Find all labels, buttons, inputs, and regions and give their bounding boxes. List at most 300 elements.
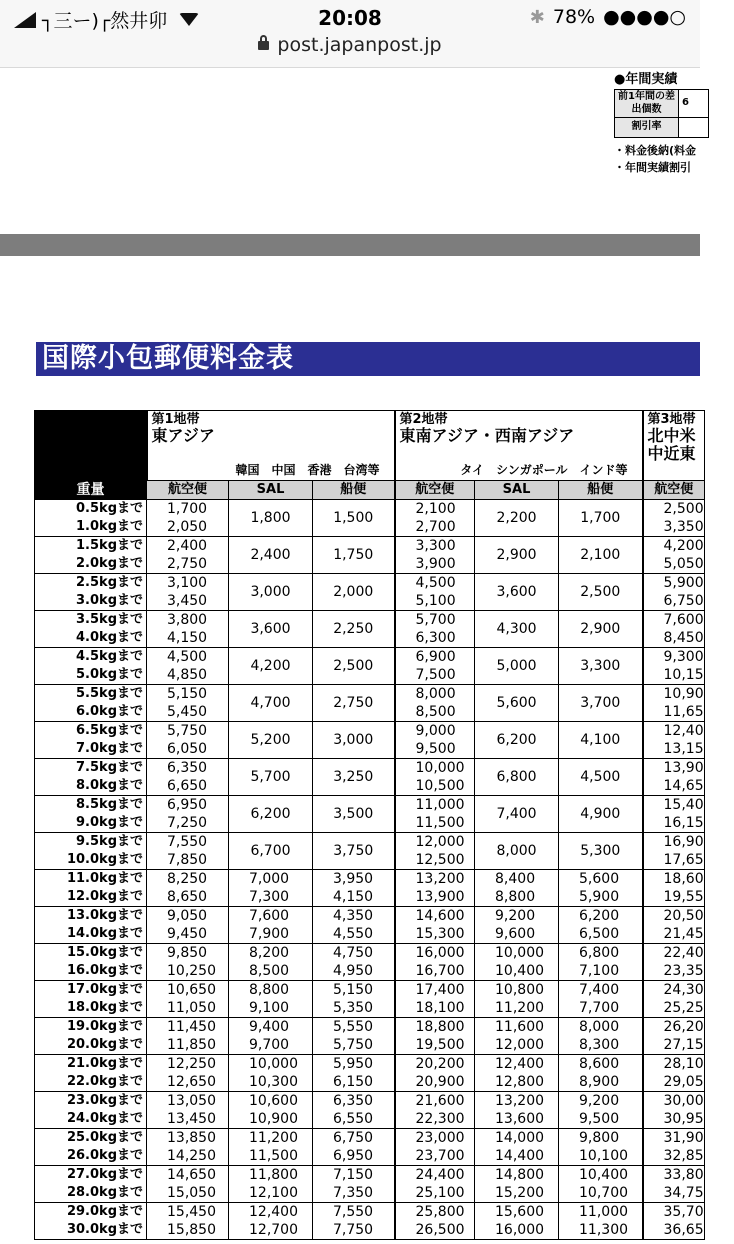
rate-value: 8,500 [249,963,290,979]
weight-label: 7.5kgまで [76,760,143,775]
annual-note: ・年間実績割引 [614,161,691,175]
rate-cell-z1sea [313,1166,395,1203]
rate-cell-z1sal [229,1129,313,1166]
rate-cell-z1sal [229,907,313,944]
rate-cell-z2sea [559,1129,643,1166]
table-row [35,796,705,833]
rate-value: 5,600 [496,695,537,711]
rate-value: 15,050 [167,1185,216,1201]
rate-cell-z2sea [559,1055,643,1092]
weight-label: 5.0kgまで [76,667,143,682]
rate-value: 2,900 [580,621,621,637]
rate-value: 9,600 [495,926,536,942]
rate-value: 4,150 [167,630,208,646]
rate-cell-z2air [395,796,475,833]
rate-cell-z1sea [313,907,395,944]
rate-value: 5,950 [333,1056,374,1072]
weight-label: 30.0kgまで [66,1222,143,1237]
annual-label-count: 前1年間の差出個数 [615,90,679,118]
rate-value: 5,900 [579,889,620,905]
weight-label: 4.0kgまで [76,630,143,645]
rate-value: 19,55 [663,889,704,905]
rate-value: 14,600 [415,908,465,924]
rate-cell-z3air [643,981,705,1018]
rate-value: 2,500 [580,584,621,600]
rate-value: 9,200 [495,908,536,924]
rate-cell-z2air [395,537,475,574]
rate-value: 6,950 [333,1148,374,1164]
rate-value: 6,500 [579,926,620,942]
rate-value: 2,400 [250,547,291,563]
rate-cell-z1sea [313,796,395,833]
rate-cell-z2sal [475,981,559,1018]
weight-label: 28.0kgまで [66,1185,143,1200]
rate-cell-z1air [147,870,229,907]
weight-label: 6.5kgまで [76,723,143,738]
rate-cell-z2sea [559,907,643,944]
weight-label: 5.5kgまで [76,686,143,701]
rate-value: 2,750 [333,695,374,711]
rate-value: 6,800 [579,945,620,961]
lock-icon [258,41,269,50]
weight-label: 29.0kgまで [66,1204,143,1219]
section-divider [0,234,700,256]
rate-cell-z2air [395,1166,475,1203]
rate-value: 5,750 [167,723,208,739]
rate-value: 7,250 [167,815,208,831]
rate-cell-z2sea [559,833,643,870]
rate-value: 7,500 [415,667,456,683]
rate-cell-z1sal [229,1203,313,1240]
rate-cell-z2sal [475,796,559,833]
rate-cell-z2air [395,907,475,944]
rate-value: 2,900 [496,547,537,563]
bluetooth-icon: ✱ [529,6,545,28]
rate-value: 4,550 [333,926,374,942]
rate-value: 5,700 [250,769,291,785]
rate-cell-z2sal [475,833,559,870]
weight-label: 8.0kgまで [76,778,143,793]
rate-cell-z1sea [313,981,395,1018]
weight-label: 7.0kgまで [76,741,143,756]
rate-value: 6,200 [496,732,537,748]
rate-value: 16,90 [663,834,704,850]
rate-cell-z2sea [559,722,643,759]
table-row [35,1166,705,1203]
rate-value: 7,850 [167,852,208,868]
rate-value: 13,15 [663,741,704,757]
weight-cell [35,944,147,981]
rate-cell-z2sal [475,1092,559,1129]
rate-cell-z2sea [559,796,643,833]
rate-cell-z1sal [229,1018,313,1055]
rate-value: 11,000 [415,797,465,813]
weight-label: 27.0kgまで [66,1167,143,1182]
rate-value: 20,200 [415,1056,465,1072]
rate-cell-z3air [643,648,705,685]
rate-cell-z3air [643,1092,705,1129]
weight-cell [35,1092,147,1129]
weight-cell [35,833,147,870]
rate-value: 4,500 [580,769,621,785]
rate-value: 3,600 [496,584,537,600]
rate-value: 14,65 [663,778,704,794]
rate-value: 8,800 [249,982,290,998]
rate-value: 4,750 [333,945,374,961]
rate-value: 1,500 [333,510,374,526]
rate-value: 12,400 [249,1204,298,1220]
rate-cell-z2sea [559,1166,643,1203]
rate-value: 35,70 [663,1204,704,1220]
status-bar [0,0,700,68]
rate-value: 9,450 [167,926,208,942]
weight-label: 4.5kgまで [76,649,143,664]
weight-label: 10.0kgまで [66,852,143,867]
rate-table-body [35,500,705,1240]
weight-label: 21.0kgまで [66,1056,143,1071]
rate-value: 10,500 [415,778,465,794]
rate-cell-z3air [643,944,705,981]
rate-cell-z2sal [475,537,559,574]
rate-cell-z2sal [475,870,559,907]
rate-value: 4,300 [496,621,537,637]
rate-value: 12,700 [249,1222,298,1238]
rate-value: 12,500 [415,852,465,868]
rate-value: 7,750 [333,1222,374,1238]
rate-cell-z1sal [229,685,313,722]
rate-value: 10,800 [495,982,545,998]
rate-cell-z1sal [229,1166,313,1203]
weight-cell [35,722,147,759]
rate-value: 32,85 [663,1148,704,1164]
rate-value: 15,40 [663,797,704,813]
rate-value: 7,300 [249,889,290,905]
rate-value: 14,800 [495,1167,545,1183]
weight-label: 13.0kgまで [66,908,143,923]
rate-cell-z2air [395,833,475,870]
rate-value: 29,05 [663,1074,704,1090]
table-row [35,648,705,685]
rate-cell-z1sal [229,944,313,981]
battery-percent: 78% [552,6,596,28]
rate-value: 8,900 [579,1074,620,1090]
rate-cell-z3air [643,1166,705,1203]
rate-value: 7,350 [333,1185,374,1201]
weight-cell [35,1166,147,1203]
rate-value: 25,800 [415,1204,465,1220]
rate-value: 15,300 [415,926,465,942]
rate-value: 7,400 [579,982,620,998]
rate-value: 10,650 [167,982,216,998]
rate-value: 15,600 [495,1204,545,1220]
rate-value: 11,050 [167,1000,216,1016]
rate-value: 13,900 [415,889,465,905]
rate-cell-z1air [147,1092,229,1129]
zone2-countries: タイ シンガポール インド等 [460,463,628,477]
rate-value: 5,050 [663,556,704,572]
rate-value: 9,500 [415,741,456,757]
rate-value: 11,450 [167,1019,216,1035]
weight-cell [35,907,147,944]
weight-label: 9.0kgまで [76,815,143,830]
rate-value: 8,250 [167,871,208,887]
weight-label: 12.0kgまで [66,889,143,904]
rate-value: 16,000 [495,1222,545,1238]
rate-value: 1,700 [167,501,208,517]
rate-value: 5,200 [250,732,291,748]
rate-cell-z3air [643,1018,705,1055]
rate-value: 5,750 [333,1037,374,1053]
rate-value: 3,600 [250,621,291,637]
rate-value: 10,900 [249,1111,298,1127]
rate-value: 3,100 [167,575,208,591]
rate-value: 6,650 [167,778,208,794]
rate-cell-z1sal [229,500,313,537]
rate-cell-z2sea [559,648,643,685]
rate-value: 27,15 [663,1037,704,1053]
rate-cell-z3air [643,722,705,759]
rate-value: 7,000 [249,871,290,887]
rate-value: 10,600 [249,1093,298,1109]
zone1-countries: 韓国 中国 香港 台湾等 [235,463,380,477]
zone1-name: 東アジア [151,426,215,445]
rate-value: 4,900 [580,806,621,822]
rate-value: 22,40 [663,945,704,961]
rate-value: 23,000 [415,1130,465,1146]
weight-label: 20.0kgまで [66,1037,143,1052]
rate-value: 15,850 [167,1222,216,1238]
rate-cell-z2air [395,759,475,796]
rate-value: 26,20 [663,1019,704,1035]
rate-value: 10,000 [415,760,465,776]
rate-value: 1,700 [580,510,621,526]
address-bar[interactable] [0,34,700,56]
rate-cell-z1sal [229,833,313,870]
rate-cell-z1sal [229,870,313,907]
rate-value: 2,400 [167,538,208,554]
rate-cell-z1air [147,759,229,796]
rate-value: 9,700 [249,1037,290,1053]
rate-value: 2,100 [415,501,456,517]
zone1-airmail-header: 航空便 [147,481,229,500]
carrier-name: ┐三ー)┌然井卯 [42,10,168,32]
rate-cell-z3air [643,870,705,907]
rate-cell-z1air [147,685,229,722]
rate-value: 8,500 [415,704,456,720]
rate-value: 8,450 [663,630,704,646]
rate-table-container [34,410,704,1238]
rate-value: 7,900 [249,926,290,942]
rate-cell-z3air [643,759,705,796]
table-row [35,500,705,537]
rate-value: 11,500 [249,1148,298,1164]
table-row [35,1055,705,1092]
rate-cell-z2air [395,1203,475,1240]
rate-value: 6,900 [415,649,456,665]
rate-value: 5,100 [415,593,456,609]
weight-cell [35,611,147,648]
rate-cell-z2sal [475,1129,559,1166]
rate-cell-z2sea [559,611,643,648]
rate-value: 24,30 [663,982,704,998]
rate-cell-z1air [147,611,229,648]
rate-value: 8,000 [579,1019,620,1035]
table-row [35,981,705,1018]
rate-value: 9,500 [579,1111,620,1127]
rate-cell-z2sea [559,870,643,907]
rate-cell-z3air [643,907,705,944]
rate-value: 5,000 [496,658,537,674]
rate-cell-z3air [643,611,705,648]
rate-cell-z1sea [313,1129,395,1166]
rate-cell-z1sal [229,648,313,685]
rate-cell-z2sal [475,611,559,648]
weight-cell [35,500,147,537]
rate-cell-z3air [643,1203,705,1240]
rate-cell-z3air [643,685,705,722]
rate-value: 16,700 [415,963,465,979]
rate-cell-z2air [395,574,475,611]
weight-cell [35,981,147,1018]
rate-cell-z2sea [559,685,643,722]
rate-cell-z1sal [229,759,313,796]
rate-cell-z2sea [559,537,643,574]
rate-cell-z1sea [313,537,395,574]
rate-cell-z1air [147,796,229,833]
rate-cell-z1sal [229,796,313,833]
rate-value: 4,200 [250,658,291,674]
rate-cell-z1air [147,500,229,537]
zone2-seamail-header: 船便 [559,481,643,500]
rate-value: 7,600 [249,908,290,924]
rate-value: 3,300 [580,658,621,674]
rate-cell-z1air [147,648,229,685]
status-right [530,6,686,28]
rate-cell-z2sal [475,1203,559,1240]
rate-cell-z2sea [559,944,643,981]
url-text: post.japanpost.jp [277,34,442,56]
rate-value: 7,150 [333,1167,374,1183]
rate-cell-z2air [395,1055,475,1092]
table-row [35,944,705,981]
rate-value: 2,700 [415,519,456,535]
rate-value: 11,300 [579,1222,629,1238]
rate-value: 10,250 [167,963,216,979]
rate-value: 6,800 [496,769,537,785]
weight-label: 1.0kgまで [76,519,143,534]
rate-value: 10,90 [663,686,704,702]
weight-cell [35,574,147,611]
annual-label-discount: 割引率 [615,118,679,138]
rate-cell-z1air [147,981,229,1018]
rate-value: 2,500 [663,501,704,517]
rate-value: 20,50 [663,908,704,924]
zone1-seamail-header: 船便 [313,481,395,500]
rate-value: 11,500 [415,815,465,831]
rate-cell-z1sea [313,685,395,722]
annual-title: ●年間実績 [614,72,678,87]
rate-value: 15,450 [167,1204,216,1220]
rate-cell-z1sea [313,648,395,685]
rate-value: 8,000 [496,843,537,859]
rate-cell-z1sea [313,574,395,611]
rate-cell-z1sal [229,981,313,1018]
rate-cell-z1sea [313,500,395,537]
rate-value: 7,700 [579,1000,620,1016]
rate-cell-z1air [147,1018,229,1055]
rate-value: 4,950 [333,963,374,979]
rate-value: 6,750 [663,593,704,609]
rate-cell-z1sea [313,1203,395,1240]
rate-value: 3,700 [580,695,621,711]
rate-value: 11,65 [663,704,704,720]
rate-value: 5,350 [333,1000,374,1016]
rate-value: 4,700 [250,695,291,711]
rate-cell-z1sal [229,1055,313,1092]
rate-cell-z1sea [313,944,395,981]
rate-value: 10,100 [579,1148,629,1164]
weight-label: 18.0kgまで [66,1000,143,1015]
weight-label: 15.0kgまで [66,945,143,960]
zone3-name: 北中米 [647,426,696,445]
rate-cell-z2sal [475,648,559,685]
weight-cell [35,796,147,833]
rate-value: 18,100 [415,1000,465,1016]
rate-value: 18,800 [415,1019,465,1035]
rate-value: 7,400 [496,806,537,822]
rate-value: 2,750 [167,556,208,572]
rate-value: 13,450 [167,1111,216,1127]
weight-label: 14.0kgまで [66,926,143,941]
rate-value: 12,000 [415,834,465,850]
rate-value: 11,600 [495,1019,545,1035]
rate-value: 2,000 [333,584,374,600]
rate-cell-z1air [147,1166,229,1203]
rate-value: 3,800 [167,612,208,628]
rate-value: 6,150 [333,1074,374,1090]
rate-value: 5,450 [167,704,208,720]
rate-cell-z1sal [229,611,313,648]
rate-value: 9,050 [167,908,208,924]
page-title: 国際小包郵便料金表 [36,342,700,376]
rate-value: 12,100 [249,1185,298,1201]
zone3-label: 第3地帯 [647,412,696,427]
rate-value: 16,15 [663,815,704,831]
weight-label: 2.5kgまで [76,575,143,590]
rate-cell-z1air [147,1203,229,1240]
rate-value: 30,95 [663,1111,704,1127]
rate-cell-z2sal [475,500,559,537]
rate-cell-z2sal [475,1018,559,1055]
rate-value: 1,800 [250,510,291,526]
rate-value: 6,050 [167,741,208,757]
rate-value: 10,400 [495,963,545,979]
rate-value: 31,90 [663,1130,704,1146]
rate-value: 14,650 [167,1167,216,1183]
rate-value: 11,850 [167,1037,216,1053]
rate-value: 5,300 [580,843,621,859]
rate-value: 23,700 [415,1148,465,1164]
rate-value: 18,60 [663,871,704,887]
rate-value: 25,100 [415,1185,465,1201]
rate-value: 21,45 [663,926,704,942]
rate-value: 8,400 [495,871,536,887]
rate-cell-z2sal [475,1166,559,1203]
rate-cell-z2sea [559,574,643,611]
rate-cell-z3air [643,796,705,833]
zone3-header [643,411,705,481]
rate-value: 4,150 [333,889,374,905]
